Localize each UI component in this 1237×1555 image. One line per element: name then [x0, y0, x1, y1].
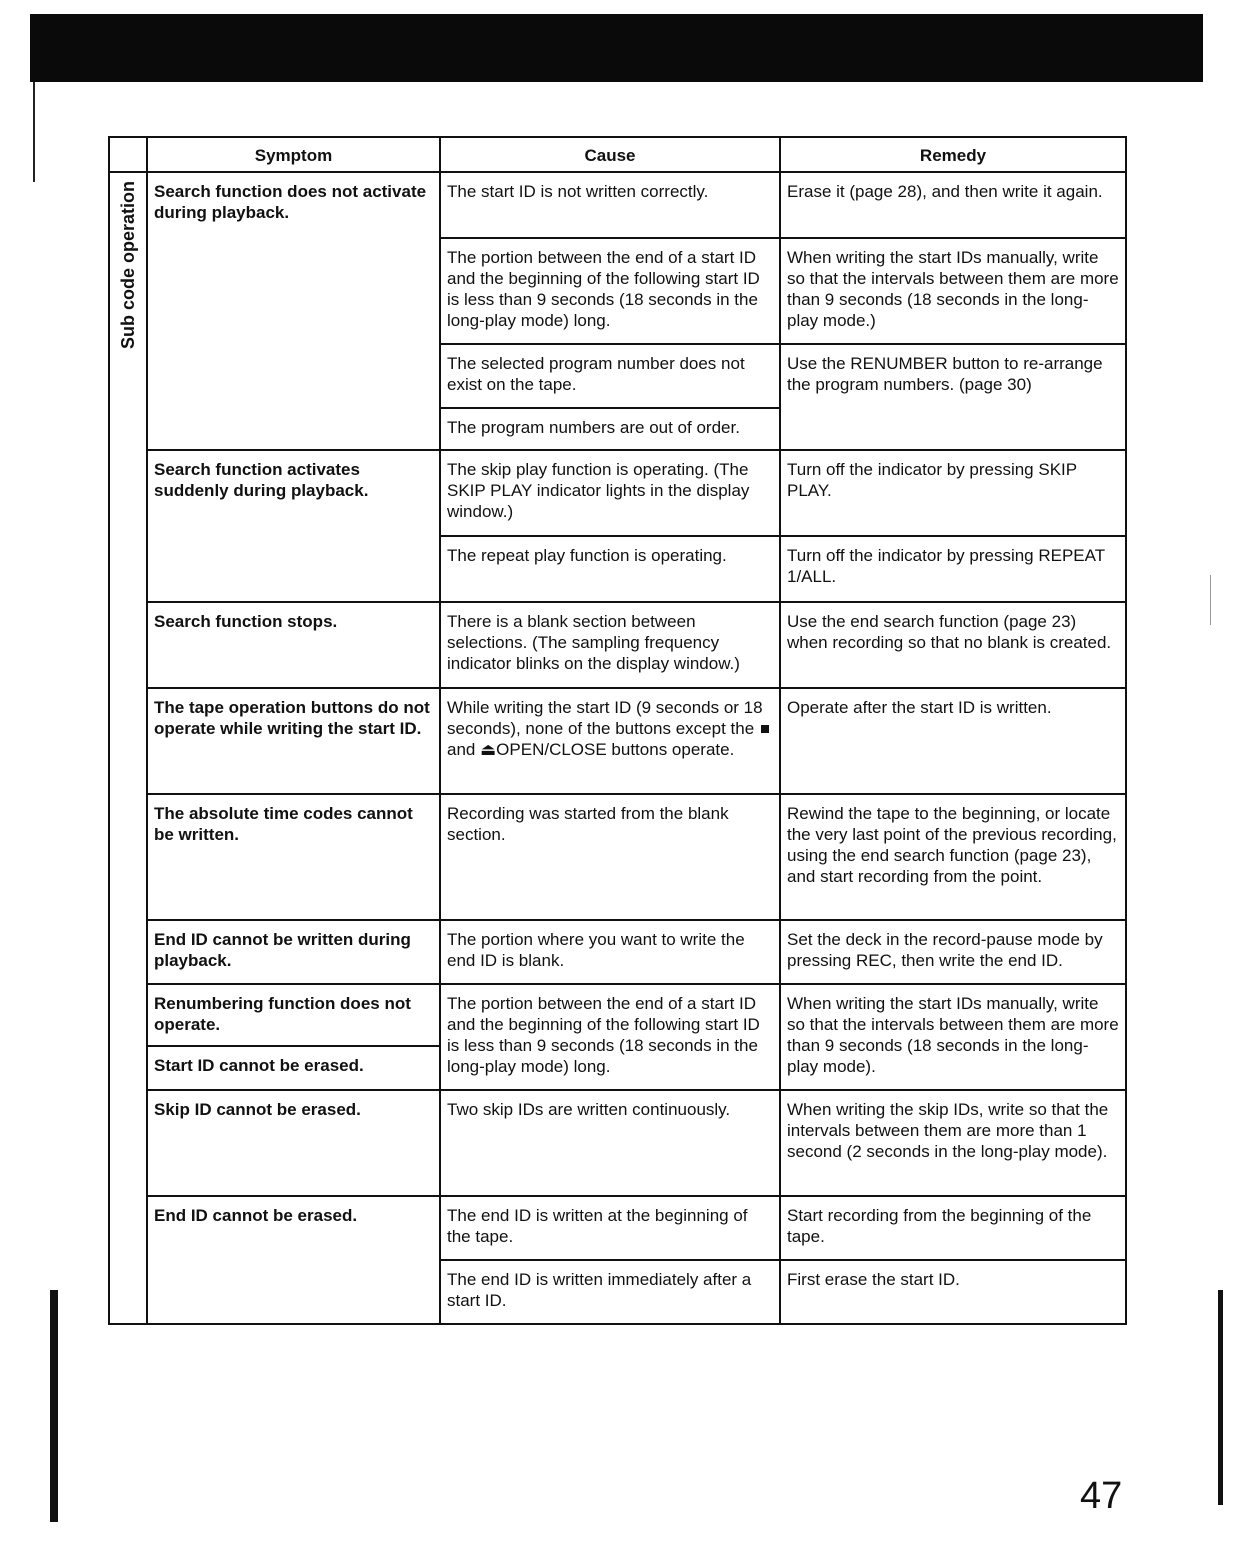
symptom-cell: Search function activates suddenly during playback. [147, 450, 440, 602]
table-header-row [109, 137, 1126, 172]
cause-text-after: ⏏OPEN/CLOSE buttons operate. [480, 740, 735, 759]
cause-cell: The program numbers are out of order. [440, 408, 780, 450]
page-number: 47 [1080, 1475, 1123, 1517]
cause-cell: The portion between the end of a start ID and the beginning of the following start ID is less than 9 seconds (18 seconds in the long-play mode) long. [440, 984, 780, 1090]
header-bar [30, 14, 1203, 82]
symptom-cell: The absolute time codes cannot be written. [147, 794, 440, 920]
table-row [109, 688, 1126, 794]
remedy-cell: When writing the skip IDs, write so that the intervals between them are more than 1 second (2 seconds in the long-play mode). [780, 1090, 1126, 1196]
cause-cell: Recording was started from the blank section. [440, 794, 780, 920]
symptom-cell: Renumbering function does not operate. [147, 984, 440, 1046]
table-row [109, 794, 1126, 920]
cause-cell: The repeat play function is operating. [440, 536, 780, 602]
table-row [109, 450, 1126, 536]
table-row [109, 984, 1126, 1046]
remedy-cell: Use the RENUMBER button to re-arrange the program numbers. (page 30) [780, 344, 1126, 450]
remedy-cell: Turn off the indicator by pressing SKIP PLAY. [780, 450, 1126, 536]
remedy-cell: Start recording from the beginning of the tape. [780, 1196, 1126, 1260]
remedy-cell: When writing the start IDs manually, write so that the intervals between them are more than 9 seconds (18 seconds in the long-play mode.) [780, 238, 1126, 344]
remedy-cell: First erase the start ID. [780, 1260, 1126, 1324]
symptom-cell: Search function does not activate during playback. [147, 172, 440, 450]
cause-cell: The portion between the end of a start ID and the beginning of the following start ID is less than 9 seconds (18 seconds in the long-play mode) long. [440, 238, 780, 344]
section-label: Sub code operation [117, 181, 138, 350]
cause-cell: The portion where you want to write the end ID is blank. [440, 920, 780, 984]
symptom-cell: The tape operation buttons do not operate while writing the start ID. [147, 688, 440, 794]
remedy-cell: When writing the start IDs manually, write so that the intervals between them are more than 9 seconds (18 seconds in the long-play mode). [780, 984, 1126, 1090]
header-blank-cell [109, 137, 147, 172]
binder-mark-right [1218, 1290, 1223, 1505]
cause-cell: The end ID is written at the beginning of the tape. [440, 1196, 780, 1260]
troubleshooting-table [108, 136, 1127, 1325]
margin-tick [1210, 575, 1211, 625]
section-label-cell [109, 172, 147, 1324]
table-row [109, 920, 1126, 984]
symptom-cell: Start ID cannot be erased. [147, 1046, 440, 1090]
binder-mark-left [50, 1290, 58, 1522]
remedy-cell: Turn off the indicator by pressing REPEAT 1/ALL. [780, 536, 1126, 602]
table-row [109, 1090, 1126, 1196]
symptom-cell: Skip ID cannot be erased. [147, 1090, 440, 1196]
remedy-cell: Set the deck in the record-pause mode by pressing REC, then write the end ID. [780, 920, 1126, 984]
cause-cell: The selected program number does not exist on the tape. [440, 344, 780, 408]
remedy-cell: Rewind the tape to the beginning, or locate the very last point of the previous recording, using the end search function (page 23), and start recording from the point. [780, 794, 1126, 920]
cause-text: While writing the start ID (9 seconds or 18 seconds), none of the buttons except the [447, 698, 763, 738]
cause-text-and: and [447, 740, 476, 759]
symptom-cell: Search function stops. [147, 602, 440, 688]
stop-icon [761, 725, 769, 733]
table-row [109, 602, 1126, 688]
remedy-cell: Operate after the start ID is written. [780, 688, 1126, 794]
table-row [109, 172, 1126, 238]
header-symptom: Symptom [147, 137, 440, 172]
symptom-cell: End ID cannot be written during playback. [147, 920, 440, 984]
cause-cell: The start ID is not written correctly. [440, 172, 780, 238]
header-cause: Cause [440, 137, 780, 172]
header-remedy: Remedy [780, 137, 1126, 172]
cause-cell [440, 688, 780, 794]
table-row [109, 1196, 1126, 1260]
cause-cell: The end ID is written immediately after a start ID. [440, 1260, 780, 1324]
remedy-cell: Use the end search function (page 23) when recording so that no blank is created. [780, 602, 1126, 688]
cause-cell: There is a blank section between selections. (The sampling frequency indicator blinks on the display window.) [440, 602, 780, 688]
symptom-cell: End ID cannot be erased. [147, 1196, 440, 1324]
remedy-cell: Erase it (page 28), and then write it again. [780, 172, 1126, 238]
margin-rule [33, 82, 35, 182]
cause-cell: The skip play function is operating. (The SKIP PLAY indicator lights in the display window.) [440, 450, 780, 536]
cause-cell: Two skip IDs are written continuously. [440, 1090, 780, 1196]
